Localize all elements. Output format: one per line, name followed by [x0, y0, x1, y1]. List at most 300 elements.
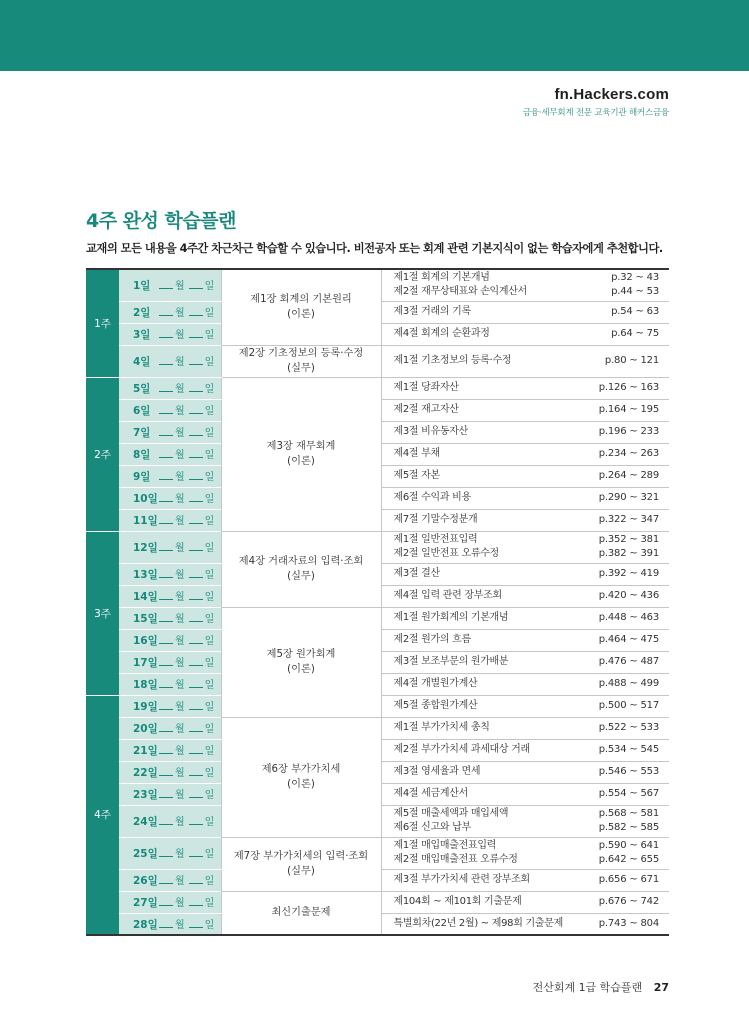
section-line: [394, 895, 660, 909]
section-pages: p.382 ~ 391: [598, 548, 659, 559]
study-plan-table: [86, 268, 669, 936]
section-name: 제7절 기말수정분개: [393, 514, 478, 525]
month-unit: 월: [175, 450, 185, 461]
section-line: [394, 469, 660, 483]
section-line: [394, 354, 660, 368]
sections-cell: [381, 345, 669, 377]
chapter-title: 제3장 재무회계: [266, 441, 336, 452]
month-unit: 월: [175, 636, 185, 647]
sections-cell: [381, 531, 669, 563]
day-cell: [119, 301, 221, 323]
day-label: 14일: [133, 591, 158, 603]
chapter-title: 제4장 거래자료의 입력·조회: [238, 556, 364, 567]
sections-cell: [381, 269, 669, 301]
section-pages: p.196 ~ 233: [598, 426, 659, 437]
section-line: [394, 721, 660, 735]
page-number: 27: [653, 981, 669, 994]
month-unit: 월: [175, 428, 185, 439]
day-cell: [119, 487, 221, 509]
section-pages: p.488 ~ 499: [598, 678, 659, 689]
section-line: [394, 821, 660, 835]
day-unit: 일: [204, 494, 215, 505]
table-row: [86, 607, 669, 629]
month-unit: 월: [175, 746, 185, 757]
section-line: [394, 533, 660, 547]
month-blank[interactable]: [159, 543, 173, 551]
section-pages: p.448 ~ 463: [598, 612, 659, 623]
day-blank[interactable]: [189, 384, 203, 392]
day-cell: [119, 717, 221, 739]
day-unit: 일: [204, 570, 215, 581]
day-blank[interactable]: [189, 450, 203, 458]
month-unit: 월: [175, 702, 185, 713]
day-label: 12일: [133, 542, 158, 554]
section-line: [394, 807, 660, 821]
section-name: 제1절 매입매출전표입력: [393, 840, 497, 851]
day-label: 16일: [133, 635, 158, 647]
day-unit: 일: [204, 406, 215, 417]
day-unit: 일: [204, 428, 215, 439]
day-unit: 일: [204, 384, 215, 395]
month-unit: 월: [175, 849, 185, 860]
section-line: [394, 327, 660, 341]
month-blank[interactable]: [159, 746, 173, 754]
month-blank[interactable]: [159, 790, 173, 798]
section-pages: p.582 ~ 585: [598, 822, 659, 833]
day-blank[interactable]: [189, 406, 203, 414]
day-blank[interactable]: [189, 494, 203, 502]
section-pages: p.464 ~ 475: [598, 634, 659, 645]
month-unit: 월: [175, 308, 185, 319]
day-unit: 일: [204, 592, 215, 603]
chapter-type: (실무): [287, 866, 315, 877]
day-blank[interactable]: [189, 614, 203, 622]
day-label: 21일: [133, 745, 158, 757]
section-line: [394, 547, 660, 561]
month-unit: 월: [175, 876, 185, 887]
month-unit: 월: [175, 494, 185, 505]
month-unit: 월: [175, 768, 185, 779]
sections-cell: [381, 739, 669, 761]
day-label: 5일: [133, 383, 151, 395]
day-blank[interactable]: [189, 658, 203, 666]
day-blank[interactable]: [189, 543, 203, 551]
month-blank[interactable]: [159, 308, 173, 316]
section-line: [394, 403, 660, 417]
day-cell: [119, 651, 221, 673]
section-line: [394, 285, 660, 299]
month-unit: 월: [175, 357, 185, 368]
month-blank[interactable]: [159, 614, 173, 622]
day-unit: 일: [204, 724, 215, 735]
section-name: 제2절 원가의 흐름: [393, 634, 471, 645]
day-unit: 일: [204, 516, 215, 527]
section-line: [394, 839, 660, 853]
day-cell: [119, 323, 221, 345]
day-unit: 일: [204, 817, 215, 828]
section-name: 제5절 종합원가계산: [393, 700, 478, 711]
day-blank[interactable]: [189, 702, 203, 710]
month-unit: 월: [175, 281, 185, 293]
section-line: [394, 271, 660, 285]
day-blank[interactable]: [189, 920, 203, 928]
day-blank[interactable]: [189, 768, 203, 776]
month-blank[interactable]: [159, 920, 173, 928]
month-blank[interactable]: [159, 516, 173, 524]
day-label: 23일: [133, 789, 158, 801]
month-blank[interactable]: [159, 849, 173, 857]
day-blank[interactable]: [189, 746, 203, 754]
section-name: 제2절 일반전표 오류수정: [393, 548, 499, 559]
section-pages: p.420 ~ 436: [598, 590, 659, 601]
day-cell: [119, 269, 221, 301]
section-pages: p.554 ~ 567: [598, 788, 659, 799]
day-label: 15일: [133, 613, 158, 625]
day-unit: 일: [204, 768, 215, 779]
month-blank[interactable]: [159, 450, 173, 458]
section-name: 제3절 보조부문의 원가배분: [393, 656, 509, 667]
section-pages: p.322 ~ 347: [598, 514, 659, 525]
day-cell: [119, 673, 221, 695]
chapter-type: (실무): [287, 571, 315, 582]
chapter-type: (실무): [287, 363, 315, 374]
day-cell: [119, 399, 221, 421]
day-label: 11일: [133, 515, 158, 527]
section-name: 제3절 영세율과 면세: [393, 766, 481, 777]
day-unit: 일: [204, 658, 215, 669]
section-name: 제6절 수익과 비용: [393, 492, 471, 503]
section-line: [394, 633, 660, 647]
sections-cell: [381, 509, 669, 531]
section-name: 제1절 회계의 기본개념: [393, 272, 490, 284]
day-blank[interactable]: [189, 680, 203, 688]
day-blank[interactable]: [189, 308, 203, 316]
section-name: 제1절 일반전표입력: [393, 534, 478, 545]
day-unit: 일: [204, 876, 215, 887]
day-unit: 일: [204, 281, 215, 293]
month-blank[interactable]: [159, 658, 173, 666]
sections-cell: [381, 421, 669, 443]
section-name: 제4절 개별원가계산: [393, 678, 478, 689]
day-unit: 일: [204, 919, 215, 931]
section-name: 제4절 입력 관련 장부조회: [393, 590, 502, 601]
day-unit: 일: [204, 614, 215, 625]
day-unit: 일: [204, 330, 215, 341]
table-row: [86, 345, 669, 377]
section-name: 제3절 결산: [393, 568, 440, 579]
section-name: 제6절 신고와 납부: [393, 822, 471, 833]
week-label: 2주: [86, 377, 119, 531]
section-name: 제1절 원가회계의 기본개념: [393, 612, 509, 623]
section-pages: p.656 ~ 671: [598, 874, 659, 885]
month-unit: 월: [175, 919, 185, 931]
day-label: 25일: [133, 848, 158, 860]
page-subtitle: 교재의 모든 내용을 4주간 차근차근 학습할 수 있습니다. 비전공자 또는 회계 관련 기본지식이 없는 학습자에게 추천합니다.: [86, 242, 663, 255]
chapter-cell: [221, 345, 381, 377]
month-blank[interactable]: [159, 406, 173, 414]
day-unit: 일: [204, 680, 215, 691]
day-unit: 일: [204, 790, 215, 801]
day-cell: [119, 531, 221, 563]
sections-cell: [381, 323, 669, 345]
day-label: 19일: [133, 701, 158, 713]
sections-cell: [381, 869, 669, 891]
section-line: [394, 699, 660, 713]
table-row: [86, 717, 669, 739]
day-blank[interactable]: [189, 472, 203, 480]
day-label: 22일: [133, 767, 158, 779]
month-blank[interactable]: [159, 592, 173, 600]
month-unit: 월: [175, 592, 185, 603]
section-line: [394, 491, 660, 505]
section-name: 제3절 거래의 기록: [393, 306, 471, 317]
day-label: 13일: [133, 569, 158, 581]
sections-cell: [381, 301, 669, 323]
sections-cell: [381, 399, 669, 421]
chapter-cell: [221, 717, 381, 837]
chapter-type: (이론): [287, 664, 315, 675]
day-blank[interactable]: [189, 636, 203, 644]
section-pages: p.476 ~ 487: [598, 656, 659, 667]
month-blank[interactable]: [159, 817, 173, 825]
brand-tagline: 금융·세무회계 전문 교육기관 해커스금융: [522, 108, 669, 118]
chapter-title: 제6장 부가가치세: [261, 764, 341, 775]
day-cell: [119, 443, 221, 465]
day-label: 3일: [133, 329, 151, 341]
day-label: 27일: [133, 897, 158, 909]
day-unit: 일: [204, 849, 215, 860]
section-line: [394, 305, 660, 319]
section-name: 제5절 매출세액과 매입세액: [393, 808, 509, 819]
day-blank[interactable]: [189, 330, 203, 338]
day-unit: 일: [204, 636, 215, 647]
chapter-cell: [221, 269, 381, 345]
day-cell: [119, 837, 221, 869]
sections-cell: [381, 607, 669, 629]
month-blank[interactable]: [159, 702, 173, 710]
section-pages: p.392 ~ 419: [598, 568, 659, 579]
month-blank[interactable]: [159, 898, 173, 906]
month-blank[interactable]: [159, 472, 173, 480]
section-pages: p.568 ~ 581: [598, 808, 659, 819]
day-blank[interactable]: [189, 724, 203, 732]
month-unit: 월: [175, 406, 185, 417]
brand-block: [523, 86, 669, 118]
day-label: 18일: [133, 679, 158, 691]
footer-book-title: 전산회계 1급 학습플랜: [532, 981, 643, 994]
section-pages: p.264 ~ 289: [598, 470, 659, 481]
section-line: [394, 611, 660, 625]
week-label: 4주: [86, 695, 119, 935]
month-blank[interactable]: [159, 357, 173, 365]
day-label: 8일: [133, 449, 151, 461]
section-pages: p.164 ~ 195: [598, 404, 659, 415]
day-blank[interactable]: [189, 570, 203, 578]
section-pages: p.290 ~ 321: [598, 492, 659, 503]
day-unit: 일: [204, 472, 215, 483]
month-blank[interactable]: [159, 768, 173, 776]
day-blank[interactable]: [189, 428, 203, 436]
chapter-title: 최신기출문제: [271, 907, 331, 919]
day-cell: [119, 869, 221, 891]
sections-cell: [381, 717, 669, 739]
section-pages: p.352 ~ 381: [598, 534, 659, 545]
section-line: [394, 425, 660, 439]
chapter-title: 제5장 원가회계: [266, 649, 336, 660]
day-unit: 일: [204, 308, 215, 319]
top-color-band: [0, 0, 749, 71]
month-unit: 월: [175, 570, 185, 581]
day-cell: [119, 607, 221, 629]
day-cell: [119, 913, 221, 935]
section-line: [394, 853, 660, 867]
chapter-type: (이론): [287, 309, 315, 321]
chapter-cell: [221, 377, 381, 531]
sections-cell: [381, 805, 669, 837]
sections-cell: [381, 377, 669, 399]
day-unit: 일: [204, 357, 215, 368]
sections-cell: [381, 695, 669, 717]
month-blank[interactable]: [159, 724, 173, 732]
table-row: [86, 269, 669, 301]
day-cell: [119, 585, 221, 607]
sections-cell: [381, 761, 669, 783]
day-cell: [119, 739, 221, 761]
chapter-title: 제1장 회계의 기본원리: [250, 294, 352, 306]
sections-cell: [381, 443, 669, 465]
month-blank[interactable]: [159, 330, 173, 338]
day-cell: [119, 805, 221, 837]
month-blank[interactable]: [159, 428, 173, 436]
chapter-cell: [221, 891, 381, 935]
day-unit: 일: [204, 746, 215, 757]
month-unit: 월: [175, 658, 185, 669]
day-blank[interactable]: [189, 592, 203, 600]
section-line: [394, 873, 660, 887]
day-cell: [119, 695, 221, 717]
month-blank[interactable]: [159, 384, 173, 392]
day-label: 9일: [133, 471, 151, 483]
day-label: 10일: [133, 493, 158, 505]
section-pages: p.126 ~ 163: [598, 382, 659, 393]
day-label: 2일: [133, 307, 151, 319]
section-pages: p.44 ~ 53: [611, 286, 659, 298]
section-name: 제2절 재무상태표와 손익계산서: [393, 286, 527, 298]
section-pages: p.743 ~ 804: [598, 917, 659, 929]
day-blank[interactable]: [189, 516, 203, 524]
section-name: 제4절 회계의 순환과정: [393, 328, 490, 339]
section-name: 특별회차(22년 2월) ~ 제98회 기출문제: [393, 917, 563, 929]
month-blank[interactable]: [159, 494, 173, 502]
section-name: 제104회 ~ 제101회 기출문제: [393, 896, 522, 907]
month-unit: 월: [175, 817, 185, 828]
day-label: 20일: [133, 723, 158, 735]
section-line: [394, 677, 660, 691]
month-unit: 월: [175, 724, 185, 735]
month-unit: 월: [175, 516, 185, 527]
day-blank[interactable]: [189, 790, 203, 798]
section-pages: p.234 ~ 263: [598, 448, 659, 459]
section-line: [394, 381, 660, 395]
chapter-type: (이론): [287, 456, 315, 467]
section-pages: p.546 ~ 553: [598, 766, 659, 777]
sections-cell: [381, 629, 669, 651]
section-name: 제4절 세금계산서: [393, 788, 468, 799]
chapter-cell: [221, 837, 381, 891]
month-blank[interactable]: [159, 570, 173, 578]
month-unit: 월: [175, 384, 185, 395]
table-row: [86, 891, 669, 913]
page-title: 4주 완성 학습플랜: [86, 210, 236, 232]
day-label: 26일: [133, 875, 158, 887]
section-line: [394, 917, 660, 931]
section-pages: p.80 ~ 121: [604, 355, 659, 366]
sections-cell: [381, 673, 669, 695]
month-unit: 월: [175, 898, 185, 909]
day-label: 28일: [133, 918, 158, 931]
section-pages: p.590 ~ 641: [598, 840, 659, 851]
sections-cell: [381, 913, 669, 935]
day-cell: [119, 891, 221, 913]
chapter-cell: [221, 531, 381, 607]
month-blank[interactable]: [159, 876, 173, 884]
section-pages: p.500 ~ 517: [598, 700, 659, 711]
section-line: [394, 787, 660, 801]
month-unit: 월: [175, 680, 185, 691]
section-line: [394, 589, 660, 603]
sections-cell: [381, 891, 669, 913]
month-blank[interactable]: [159, 680, 173, 688]
sections-cell: [381, 465, 669, 487]
day-cell: [119, 563, 221, 585]
week-label: 1주: [86, 269, 119, 377]
section-line: [394, 765, 660, 779]
day-label: 7일: [133, 427, 151, 439]
day-blank[interactable]: [189, 849, 203, 857]
table-row: [86, 837, 669, 869]
day-unit: 일: [204, 898, 215, 909]
chapter-type: (이론): [287, 779, 315, 790]
section-name: 제4절 부채: [393, 448, 440, 459]
day-blank[interactable]: [189, 281, 203, 289]
month-unit: 월: [175, 790, 185, 801]
section-pages: p.522 ~ 533: [598, 722, 659, 733]
day-blank[interactable]: [189, 817, 203, 825]
day-cell: [119, 509, 221, 531]
sections-cell: [381, 563, 669, 585]
section-line: [394, 655, 660, 669]
section-line: [394, 513, 660, 527]
chapter-title: 제7장 부가가치세의 입력·조회: [233, 851, 369, 862]
day-blank[interactable]: [189, 876, 203, 884]
day-blank[interactable]: [189, 898, 203, 906]
sections-cell: [381, 585, 669, 607]
sections-cell: [381, 487, 669, 509]
chapter-title: 제2장 기초정보의 등록·수정: [238, 348, 364, 359]
day-blank[interactable]: [189, 357, 203, 365]
day-label: 1일: [133, 280, 151, 293]
month-blank[interactable]: [159, 636, 173, 644]
chapter-cell: [221, 607, 381, 717]
section-line: [394, 743, 660, 757]
section-name: 제3절 부가가치세 관련 장부조회: [393, 874, 530, 885]
section-pages: p.534 ~ 545: [598, 744, 659, 755]
sections-cell: [381, 651, 669, 673]
brand-site-url[interactable]: fn.Hackers.com: [554, 86, 669, 103]
month-blank[interactable]: [159, 281, 173, 289]
day-label: 17일: [133, 657, 158, 669]
section-name: 제2절 부가가치세 과세대상 거래: [393, 744, 530, 755]
